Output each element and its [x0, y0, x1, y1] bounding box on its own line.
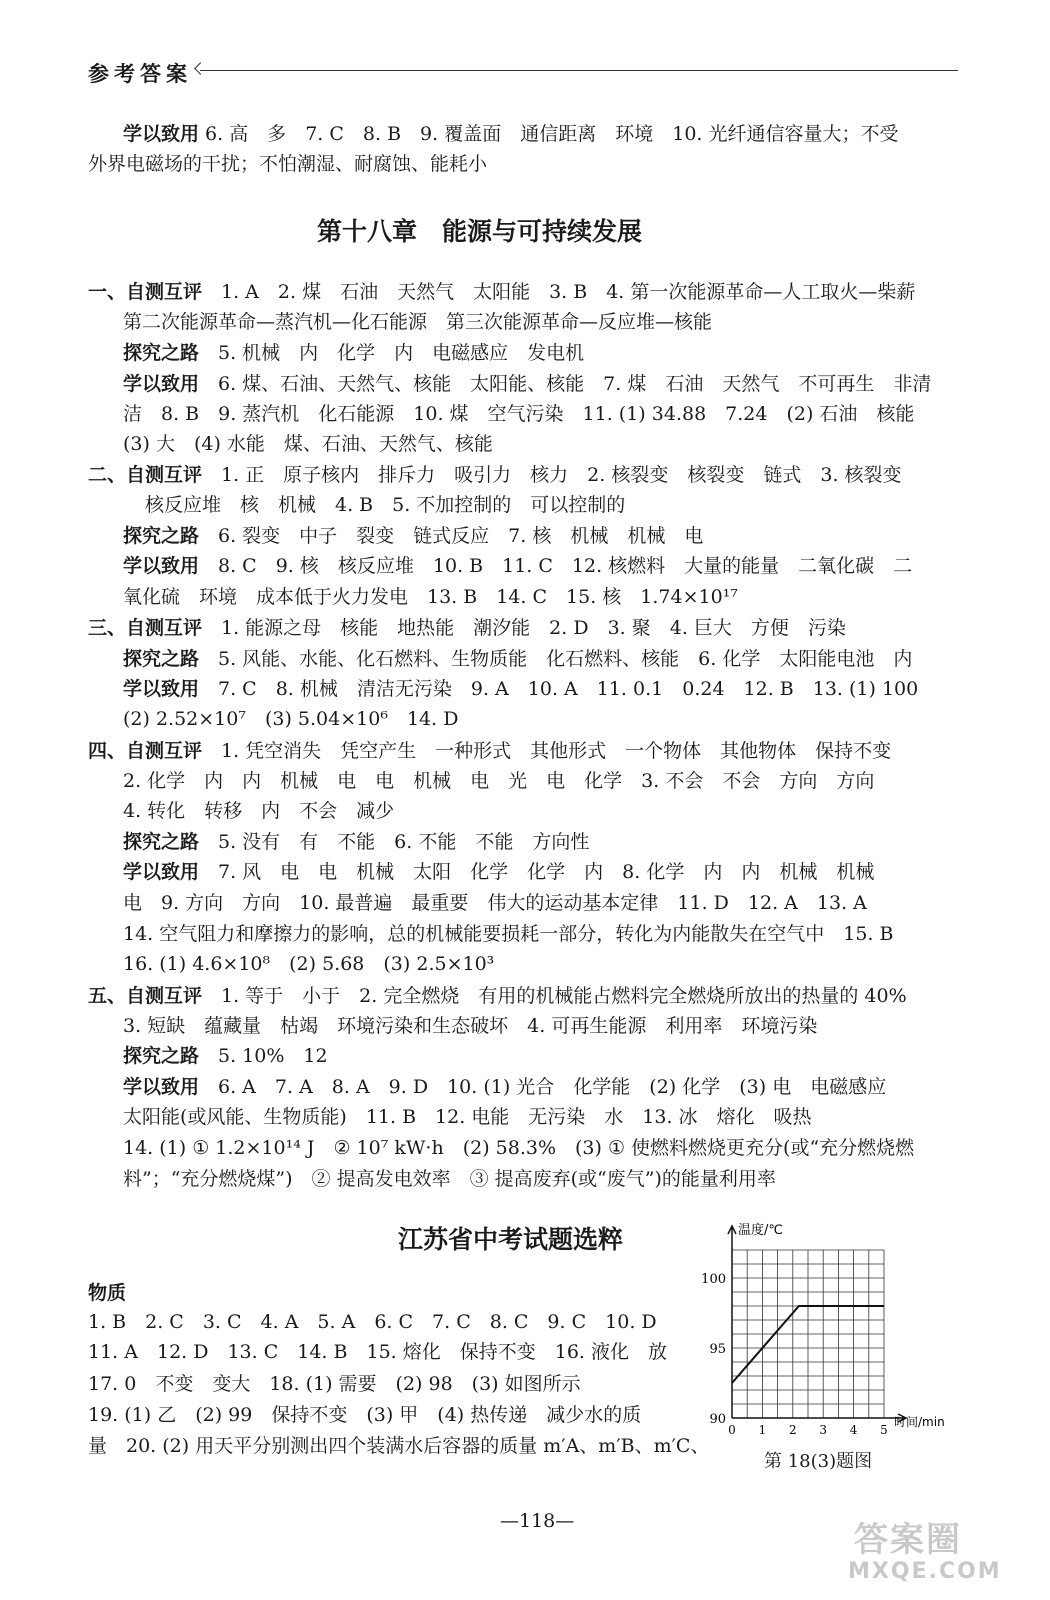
- answer-line: [123, 310, 712, 334]
- header-arrow-icon: [194, 62, 207, 75]
- answer-line: [123, 891, 867, 915]
- section-label: 学以致用: [123, 861, 200, 883]
- temperature-time-chart: [690, 1210, 970, 1470]
- answer-line: [88, 739, 891, 763]
- answer-line: [88, 1310, 657, 1334]
- section-label: 四、自测互评: [88, 740, 203, 762]
- answer-text-segment: 料”；“充分燃烧煤”) ② 提高发电效率 ③ 提高废弃(或“废气”)的能量利用率: [123, 1168, 776, 1190]
- answer-text-segment: 2. 化学 内 内 机械 电 电 机械 电 光 电 化学 3. 不会 不会 方向 方向: [123, 770, 875, 792]
- answer-line: [123, 402, 914, 426]
- answer-text-segment: 第二次能源革命—蒸汽机—化石能源 第三次能源革命—反应堆—核能: [123, 311, 713, 333]
- x-tick-label: 1: [758, 1423, 767, 1437]
- answer-text-segment: 7. C 8. 机械 清洁无污染 9. A 10. A 11. 0.1 0.24 12. B 13. (1) 100: [199, 678, 919, 700]
- section-label: 学以致用: [123, 1076, 200, 1098]
- answer-line: [88, 1434, 709, 1458]
- answer-line: [123, 952, 494, 976]
- section-label: 一、自测互评: [88, 281, 203, 303]
- answer-line: [123, 647, 912, 671]
- answer-text-segment: 核反应堆 核 机械 4. B 5. 不加控制的 可以控制的: [145, 494, 626, 516]
- answer-text-segment: 1. 能源之母 核能 地热能 潮汐能 2. D 3. 聚 4. 巨大 方便 污染: [202, 617, 846, 639]
- answer-text-segment: 太阳能(或风能、生物质能) 11. B 12. 电能 无污染 水 13. 冰 熔化 吸热: [123, 1106, 812, 1128]
- answer-line: [123, 122, 898, 146]
- answer-text-segment: 4. 转化 转移 内 不会 减少: [123, 800, 395, 822]
- answer-line: [88, 463, 902, 487]
- answer-text-segment: 5. 10% 12: [199, 1045, 328, 1067]
- section-label: 学以致用: [123, 123, 200, 145]
- answer-text-segment: 17. 0 不变 变大 18. (1) 需要 (2) 98 (3) 如图所示: [88, 1373, 581, 1395]
- section-label: 探究之路: [123, 648, 200, 670]
- answer-text-segment: 11. A 12. D 13. C 14. B 15. 熔化 保持不变 16. 液化 放: [88, 1341, 667, 1363]
- answer-line: [123, 830, 589, 854]
- answer-line: [88, 616, 846, 640]
- answer-text-segment: 7. 风 电 电 机械 太阳 化学 化学 内 8. 化学 内 内 机械 机械: [199, 861, 875, 883]
- answer-line: [123, 1105, 812, 1129]
- header-label: 参考答案: [88, 62, 192, 86]
- answer-line: [88, 152, 487, 176]
- answer-line: [123, 1075, 886, 1099]
- answer-line: [123, 585, 738, 609]
- page-number: —118—: [500, 1510, 575, 1532]
- y-tick-label: 95: [709, 1342, 726, 1357]
- answer-text-segment: 1. B 2. C 3. C 4. A 5. A 6. C 7. C 8. C 9. C 10. D: [88, 1311, 657, 1333]
- answer-text-segment: 洁 8. B 9. 蒸汽机 化石能源 10. 煤 空气污染 11. (1) 34.88 7.24 (2) 石油 核能: [123, 403, 915, 425]
- answer-line: [88, 280, 915, 304]
- answer-text-segment: 6. 裂变 中子 裂变 链式反应 7. 核 机械 机械 电: [199, 525, 704, 547]
- answer-line: [123, 707, 458, 731]
- answer-line: [123, 1167, 776, 1191]
- answer-line: [88, 1340, 667, 1364]
- answer-text-segment: 14. 空气阻力和摩擦力的影响，总的机械能要损耗一部分，转化为内能散失在空气中 15. B: [123, 923, 894, 945]
- answer-text-segment: 16. (1) 4.6×10⁸ (2) 5.68 (3) 2.5×10³: [123, 953, 495, 975]
- x-tick-label: 4: [849, 1423, 858, 1437]
- x-tick-label: 3: [819, 1423, 828, 1437]
- section-label: 三、自测互评: [88, 617, 203, 639]
- section-label: 探究之路: [123, 342, 200, 364]
- answer-line: [123, 554, 912, 578]
- header-rule: [200, 70, 958, 71]
- answer-text-segment: 1. 凭空消失 凭空产生 一种形式 其他形式 一个物体 其他物体 保持不变: [202, 740, 892, 762]
- answer-line: [123, 769, 874, 793]
- section-label: 探究之路: [123, 525, 200, 547]
- answer-text-segment: 8. C 9. 核 核反应堆 10. B 11. C 12. 核燃料 大量的能量 二氧化碳 二: [199, 555, 913, 577]
- section-label: 二、自测互评: [88, 464, 203, 486]
- answer-line: [123, 1136, 914, 1160]
- answer-line: [88, 1372, 581, 1396]
- answer-text-segment: (3) 大 (4) 水能 煤、石油、天然气、核能: [123, 433, 493, 455]
- figure-caption: 第 18(3)题图: [764, 1451, 873, 1472]
- section-label: 学以致用: [123, 678, 200, 700]
- y-tick-label: 90: [709, 1412, 726, 1427]
- answer-line: [123, 524, 703, 548]
- answer-line: [88, 1403, 641, 1427]
- watermark-logo: [848, 1520, 1002, 1590]
- answer-text-segment: 1. 正 原子核内 排斥力 吸引力 核力 2. 核裂变 核裂变 链式 3. 核裂变: [202, 464, 902, 486]
- answer-text-segment: 量 20. (2) 用天平分别测出四个装满水后容器的质量 m′A、m′B、m′C、: [88, 1435, 710, 1457]
- section-label: 五、自测互评: [88, 985, 203, 1007]
- section-label: 探究之路: [123, 831, 200, 853]
- watermark-text-2: MXQE.COM: [848, 1559, 1002, 1584]
- answer-text-segment: 外界电磁场的干扰；不怕潮湿、耐腐蚀、能耗小: [88, 153, 488, 175]
- answer-line: [123, 341, 584, 365]
- answer-text-segment: (2) 2.52×10⁷ (3) 5.04×10⁶ 14. D: [123, 708, 459, 730]
- answer-text-segment: 3. 短缺 蕴藏量 枯竭 环境污染和生态破坏 4. 可再生能源 利用率 环境污染: [123, 1015, 818, 1037]
- answer-text-segment: 5. 风能、水能、化石燃料、生物质能 化石燃料、核能 6. 化学 太阳能电池 内: [199, 648, 913, 670]
- answer-line: [123, 799, 394, 823]
- answer-text-segment: 电 9. 方向 方向 10. 最普遍 最重要 伟大的运动基本定律 11. D 12. A 13. A: [123, 892, 867, 914]
- section-label: 探究之路: [123, 1045, 200, 1067]
- answer-text-segment: 6. 高 多 7. C 8. B 9. 覆盖面 通信距离 环境 10. 光纤通信容量大；不受: [199, 123, 899, 145]
- watermark-text-1: 答案圈: [854, 1520, 962, 1560]
- answer-line: [123, 922, 893, 946]
- x-axis-label: 时间/min: [894, 1415, 945, 1429]
- answer-line: [123, 432, 493, 456]
- answer-text-segment: 6. A 7. A 8. A 9. D 10. (1) 光合 化学能 (2) 化学 (3) 电 电磁感应: [199, 1076, 887, 1098]
- answer-text-segment: 5. 机械 内 化学 内 电磁感应 发电机: [199, 342, 585, 364]
- answer-text-segment: 1. A 2. 煤 石油 天然气 太阳能 3. B 4. 第一次能源革命—人工取火—柴薪: [202, 281, 916, 303]
- chapter-title: 第十八章 能源与可持续发展: [317, 217, 643, 246]
- answer-text-segment: 14. (1) ① 1.2×10¹⁴ J ② 10⁷ kW·h (2) 58.3% (3) ① 使燃料燃烧更充分(或“充分燃烧燃: [123, 1137, 915, 1159]
- section-label: 学以致用: [123, 373, 200, 395]
- section-label: 物质: [88, 1282, 127, 1304]
- chapter-title: 江苏省中考试题选粹: [398, 1225, 624, 1254]
- answer-line: [123, 1044, 328, 1068]
- y-axis-label: 温度/℃: [738, 1223, 783, 1238]
- answer-line: [145, 493, 625, 517]
- answer-line: [123, 1014, 817, 1038]
- answer-line: [88, 1281, 126, 1305]
- answer-line: [123, 677, 918, 701]
- answer-line: [123, 860, 874, 884]
- x-tick-label: 2: [788, 1423, 797, 1437]
- answer-line: [123, 372, 931, 396]
- answer-text-segment: 6. 煤、石油、天然气、核能 太阳能、核能 7. 煤 石油 天然气 不可再生 非清: [199, 373, 932, 395]
- section-label: 学以致用: [123, 555, 200, 577]
- answer-text-segment: 1. 等于 小于 2. 完全燃烧 有用的机械能占燃料完全燃烧所放出的热量的 40%: [202, 985, 907, 1007]
- answer-line: [88, 984, 907, 1008]
- answer-text-segment: 5. 没有 有 不能 6. 不能 不能 方向性: [199, 831, 590, 853]
- y-tick-label: 100: [701, 1272, 726, 1287]
- x-tick-label: 5: [880, 1423, 888, 1437]
- answer-text-segment: 19. (1) 乙 (2) 99 保持不变 (3) 甲 (4) 热传递 减少水的质: [88, 1404, 642, 1426]
- x-tick-label: 0: [728, 1423, 736, 1437]
- answer-text-segment: 氧化硫 环境 成本低于火力发电 13. B 14. C 15. 核 1.74×10¹⁷: [123, 586, 738, 608]
